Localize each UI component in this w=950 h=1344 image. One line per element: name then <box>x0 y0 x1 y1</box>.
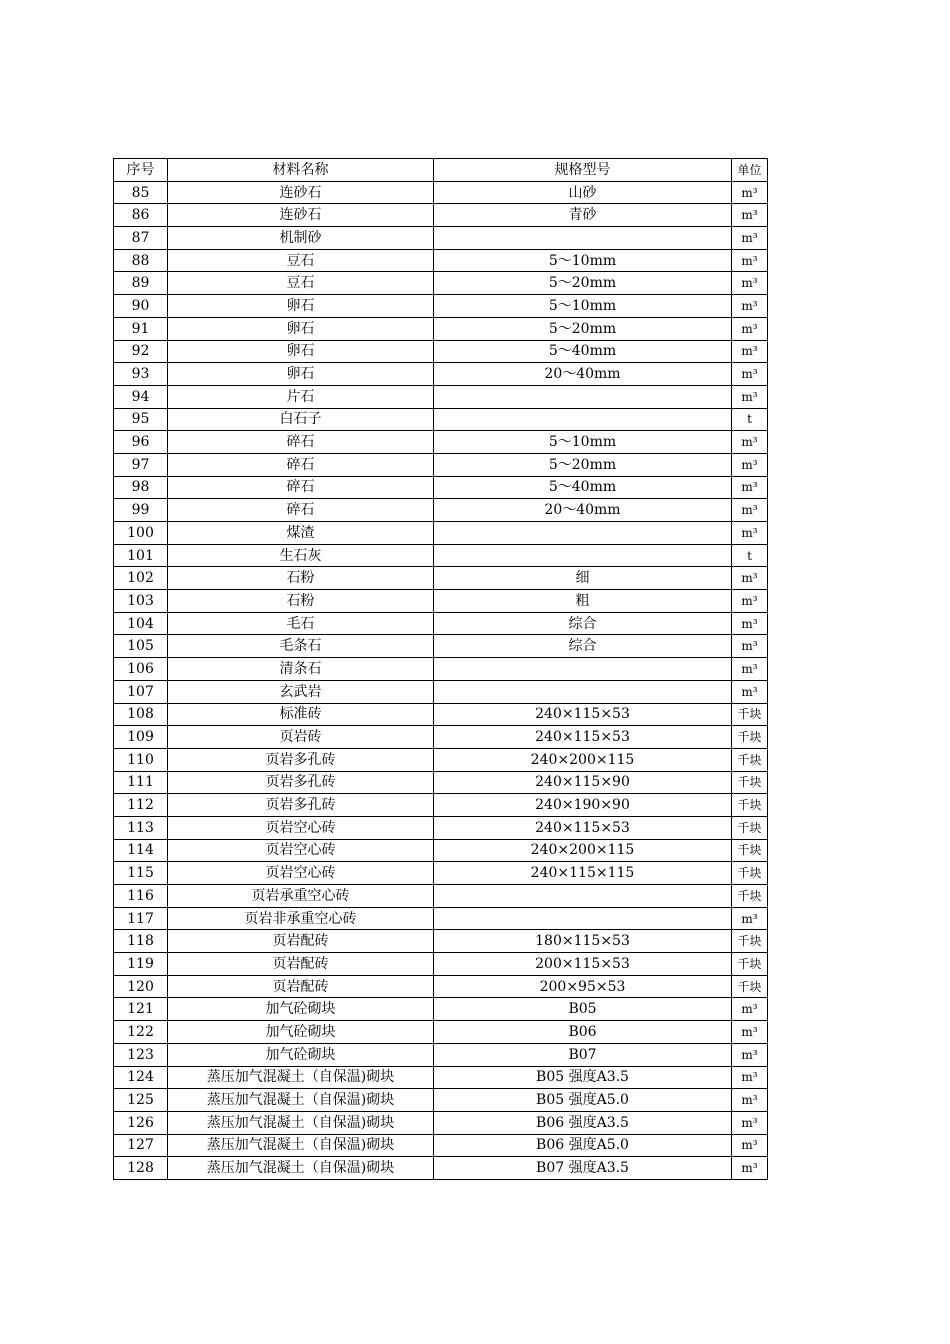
cell-unit: 千块 <box>732 726 768 749</box>
cell-material-name: 碎石 <box>168 453 434 476</box>
cell-material-name: 豆石 <box>168 249 434 272</box>
table-row <box>114 953 768 976</box>
cell-seq: 114 <box>114 839 168 862</box>
cell-unit: m³ <box>732 476 768 499</box>
cell-unit: t <box>732 544 768 567</box>
cell-spec: 5～10mm <box>434 431 732 454</box>
table-row <box>114 1021 768 1044</box>
cell-spec: B06 强度A3.5 <box>434 1111 732 1134</box>
cell-seq: 123 <box>114 1043 168 1066</box>
cell-unit: 千块 <box>732 816 768 839</box>
table-row <box>114 703 768 726</box>
cell-seq: 124 <box>114 1066 168 1089</box>
cell-material-name: 清条石 <box>168 658 434 681</box>
cell-unit: 千块 <box>732 885 768 908</box>
cell-seq: 96 <box>114 431 168 454</box>
cell-unit: m³ <box>732 204 768 227</box>
table-row <box>114 794 768 817</box>
cell-spec: 240×115×53 <box>434 816 732 839</box>
cell-unit: m³ <box>732 181 768 204</box>
cell-seq: 87 <box>114 227 168 250</box>
cell-spec: B06 <box>434 1021 732 1044</box>
header-material-name: 材料名称 <box>168 159 434 182</box>
cell-seq: 88 <box>114 249 168 272</box>
cell-material-name: 碎石 <box>168 431 434 454</box>
cell-spec <box>434 544 732 567</box>
cell-seq: 94 <box>114 385 168 408</box>
cell-unit: t <box>732 408 768 431</box>
cell-spec: 5～10mm <box>434 249 732 272</box>
cell-spec: 180×115×53 <box>434 930 732 953</box>
cell-unit: m³ <box>732 317 768 340</box>
table-row <box>114 567 768 590</box>
cell-seq: 116 <box>114 885 168 908</box>
cell-spec: B07 强度A3.5 <box>434 1157 732 1180</box>
cell-material-name: 卵石 <box>168 317 434 340</box>
cell-spec: 240×115×115 <box>434 862 732 885</box>
cell-spec: 综合 <box>434 612 732 635</box>
cell-spec <box>434 227 732 250</box>
cell-seq: 125 <box>114 1089 168 1112</box>
materials-table <box>113 158 768 1180</box>
table-row <box>114 930 768 953</box>
cell-material-name: 页岩承重空心砖 <box>168 885 434 908</box>
cell-material-name: 页岩配砖 <box>168 953 434 976</box>
cell-material-name: 片石 <box>168 385 434 408</box>
table-row <box>114 385 768 408</box>
cell-spec: 5～20mm <box>434 272 732 295</box>
table-row <box>114 975 768 998</box>
cell-material-name: 连砂石 <box>168 204 434 227</box>
cell-material-name: 加气砼砌块 <box>168 1021 434 1044</box>
cell-seq: 103 <box>114 590 168 613</box>
cell-spec: 240×115×53 <box>434 726 732 749</box>
table-row <box>114 612 768 635</box>
cell-spec: 240×190×90 <box>434 794 732 817</box>
table-row <box>114 249 768 272</box>
cell-spec: B05 <box>434 998 732 1021</box>
cell-material-name: 石粉 <box>168 567 434 590</box>
table-row <box>114 907 768 930</box>
cell-material-name: 碎石 <box>168 476 434 499</box>
cell-seq: 95 <box>114 408 168 431</box>
cell-seq: 126 <box>114 1111 168 1134</box>
cell-spec: 5～20mm <box>434 453 732 476</box>
cell-material-name: 蒸压加气混凝土（自保温)砌块 <box>168 1089 434 1112</box>
cell-seq: 89 <box>114 272 168 295</box>
cell-unit: m³ <box>732 1021 768 1044</box>
cell-unit: m³ <box>732 272 768 295</box>
cell-material-name: 生石灰 <box>168 544 434 567</box>
cell-material-name: 玄武岩 <box>168 680 434 703</box>
cell-spec: B06 强度A5.0 <box>434 1134 732 1157</box>
cell-material-name: 连砂石 <box>168 181 434 204</box>
cell-unit: m³ <box>732 1043 768 1066</box>
cell-unit: m³ <box>732 249 768 272</box>
table-row <box>114 658 768 681</box>
cell-seq: 100 <box>114 522 168 545</box>
cell-spec <box>434 522 732 545</box>
table-row <box>114 544 768 567</box>
cell-material-name: 页岩砖 <box>168 726 434 749</box>
table-row <box>114 363 768 386</box>
table-row <box>114 748 768 771</box>
cell-spec <box>434 408 732 431</box>
cell-unit: m³ <box>732 340 768 363</box>
cell-material-name: 标准砖 <box>168 703 434 726</box>
table-row <box>114 590 768 613</box>
table-row <box>114 816 768 839</box>
cell-unit: m³ <box>732 998 768 1021</box>
cell-material-name: 石粉 <box>168 590 434 613</box>
cell-material-name: 蒸压加气混凝土（自保温)砌块 <box>168 1134 434 1157</box>
cell-spec: 5～40mm <box>434 340 732 363</box>
cell-unit: 千块 <box>732 748 768 771</box>
table-body <box>114 181 768 1179</box>
cell-seq: 85 <box>114 181 168 204</box>
cell-unit: m³ <box>732 363 768 386</box>
cell-seq: 112 <box>114 794 168 817</box>
cell-spec: 200×115×53 <box>434 953 732 976</box>
cell-spec: 5～40mm <box>434 476 732 499</box>
cell-spec: 20～40mm <box>434 499 732 522</box>
cell-seq: 118 <box>114 930 168 953</box>
cell-unit: 千块 <box>732 771 768 794</box>
cell-material-name: 卵石 <box>168 340 434 363</box>
cell-seq: 92 <box>114 340 168 363</box>
cell-seq: 98 <box>114 476 168 499</box>
cell-seq: 90 <box>114 295 168 318</box>
cell-material-name: 煤渣 <box>168 522 434 545</box>
cell-spec: B05 强度A5.0 <box>434 1089 732 1112</box>
cell-seq: 107 <box>114 680 168 703</box>
cell-spec: 粗 <box>434 590 732 613</box>
cell-unit: m³ <box>732 612 768 635</box>
cell-material-name: 页岩空心砖 <box>168 862 434 885</box>
cell-unit: m³ <box>732 499 768 522</box>
cell-spec <box>434 385 732 408</box>
cell-unit: m³ <box>732 431 768 454</box>
table-row <box>114 862 768 885</box>
cell-unit: m³ <box>732 227 768 250</box>
cell-seq: 109 <box>114 726 168 749</box>
cell-seq: 113 <box>114 816 168 839</box>
cell-material-name: 卵石 <box>168 295 434 318</box>
cell-seq: 128 <box>114 1157 168 1180</box>
table-row <box>114 181 768 204</box>
cell-unit: m³ <box>732 1134 768 1157</box>
cell-material-name: 页岩非承重空心砖 <box>168 907 434 930</box>
table-row <box>114 227 768 250</box>
cell-unit: m³ <box>732 658 768 681</box>
cell-spec: 240×115×53 <box>434 703 732 726</box>
cell-spec: 5～20mm <box>434 317 732 340</box>
cell-material-name: 卵石 <box>168 363 434 386</box>
cell-material-name: 毛石 <box>168 612 434 635</box>
cell-unit: 千块 <box>732 794 768 817</box>
cell-unit: m³ <box>732 522 768 545</box>
cell-seq: 111 <box>114 771 168 794</box>
cell-unit: m³ <box>732 1157 768 1180</box>
table-row <box>114 680 768 703</box>
cell-spec: 综合 <box>434 635 732 658</box>
cell-spec <box>434 907 732 930</box>
table-row <box>114 1111 768 1134</box>
cell-spec: 20～40mm <box>434 363 732 386</box>
cell-material-name: 蒸压加气混凝土（自保温)砌块 <box>168 1111 434 1134</box>
table-row <box>114 1157 768 1180</box>
table-row <box>114 1066 768 1089</box>
cell-spec: B07 <box>434 1043 732 1066</box>
cell-seq: 110 <box>114 748 168 771</box>
cell-material-name: 页岩配砖 <box>168 975 434 998</box>
cell-material-name: 蒸压加气混凝土（自保温)砌块 <box>168 1157 434 1180</box>
cell-material-name: 页岩多孔砖 <box>168 771 434 794</box>
cell-spec <box>434 658 732 681</box>
table-row <box>114 204 768 227</box>
cell-material-name: 页岩多孔砖 <box>168 794 434 817</box>
cell-material-name: 白石子 <box>168 408 434 431</box>
table-row <box>114 635 768 658</box>
table-row <box>114 1089 768 1112</box>
table-row <box>114 1134 768 1157</box>
cell-seq: 119 <box>114 953 168 976</box>
cell-spec: B05 强度A3.5 <box>434 1066 732 1089</box>
cell-seq: 115 <box>114 862 168 885</box>
cell-seq: 104 <box>114 612 168 635</box>
table-row <box>114 317 768 340</box>
cell-spec <box>434 680 732 703</box>
cell-spec: 细 <box>434 567 732 590</box>
cell-seq: 127 <box>114 1134 168 1157</box>
cell-spec: 240×115×90 <box>434 771 732 794</box>
table-row <box>114 771 768 794</box>
cell-seq: 101 <box>114 544 168 567</box>
table-row <box>114 431 768 454</box>
cell-spec: 240×200×115 <box>434 748 732 771</box>
cell-spec: 山砂 <box>434 181 732 204</box>
table-row <box>114 522 768 545</box>
cell-material-name: 毛条石 <box>168 635 434 658</box>
cell-spec: 5～10mm <box>434 295 732 318</box>
table-row <box>114 476 768 499</box>
cell-seq: 120 <box>114 975 168 998</box>
cell-unit: 千块 <box>732 953 768 976</box>
cell-unit: m³ <box>732 385 768 408</box>
cell-material-name: 页岩空心砖 <box>168 839 434 862</box>
table-row <box>114 408 768 431</box>
cell-seq: 106 <box>114 658 168 681</box>
cell-unit: m³ <box>732 907 768 930</box>
table-row <box>114 726 768 749</box>
cell-unit: m³ <box>732 567 768 590</box>
cell-material-name: 加气砼砌块 <box>168 998 434 1021</box>
cell-material-name: 豆石 <box>168 272 434 295</box>
cell-seq: 117 <box>114 907 168 930</box>
header-seq: 序号 <box>114 159 168 182</box>
cell-unit: m³ <box>732 453 768 476</box>
cell-unit: m³ <box>732 1111 768 1134</box>
cell-seq: 121 <box>114 998 168 1021</box>
cell-unit: m³ <box>732 1089 768 1112</box>
cell-spec <box>434 885 732 908</box>
table-header-row <box>114 159 768 182</box>
header-unit: 单位 <box>732 159 768 182</box>
cell-unit: 千块 <box>732 930 768 953</box>
cell-unit: m³ <box>732 295 768 318</box>
table-row <box>114 295 768 318</box>
cell-material-name: 机制砂 <box>168 227 434 250</box>
cell-spec: 200×95×53 <box>434 975 732 998</box>
cell-seq: 102 <box>114 567 168 590</box>
cell-unit: 千块 <box>732 862 768 885</box>
cell-seq: 86 <box>114 204 168 227</box>
table-row <box>114 1043 768 1066</box>
cell-unit: m³ <box>732 635 768 658</box>
cell-spec: 240×200×115 <box>434 839 732 862</box>
table-row <box>114 453 768 476</box>
cell-seq: 99 <box>114 499 168 522</box>
cell-material-name: 页岩空心砖 <box>168 816 434 839</box>
cell-material-name: 蒸压加气混凝土（自保温)砌块 <box>168 1066 434 1089</box>
cell-spec: 青砂 <box>434 204 732 227</box>
cell-unit: 千块 <box>732 839 768 862</box>
cell-seq: 105 <box>114 635 168 658</box>
table-row <box>114 998 768 1021</box>
cell-seq: 91 <box>114 317 168 340</box>
cell-unit: 千块 <box>732 975 768 998</box>
cell-material-name: 加气砼砌块 <box>168 1043 434 1066</box>
cell-seq: 93 <box>114 363 168 386</box>
cell-seq: 97 <box>114 453 168 476</box>
cell-unit: 千块 <box>732 703 768 726</box>
table-row <box>114 885 768 908</box>
cell-material-name: 碎石 <box>168 499 434 522</box>
cell-material-name: 页岩多孔砖 <box>168 748 434 771</box>
table-row <box>114 499 768 522</box>
header-spec: 规格型号 <box>434 159 732 182</box>
cell-unit: m³ <box>732 590 768 613</box>
cell-material-name: 页岩配砖 <box>168 930 434 953</box>
cell-seq: 122 <box>114 1021 168 1044</box>
table-row <box>114 272 768 295</box>
cell-unit: m³ <box>732 1066 768 1089</box>
cell-seq: 108 <box>114 703 168 726</box>
cell-unit: m³ <box>732 680 768 703</box>
table-row <box>114 839 768 862</box>
table-row <box>114 340 768 363</box>
